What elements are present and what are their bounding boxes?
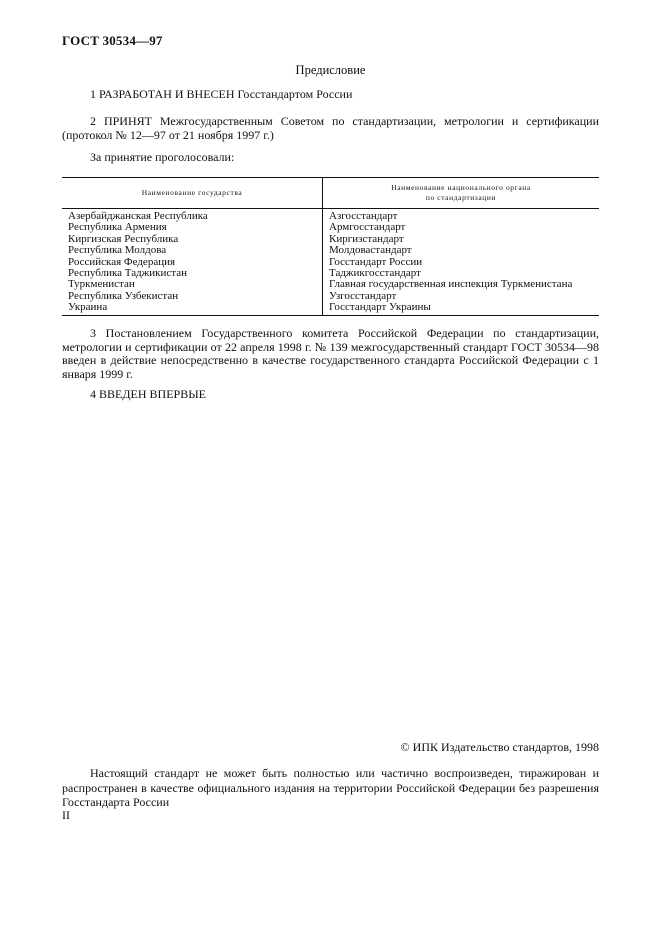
table-row (62, 245, 599, 256)
paragraph-text: 4 ВВЕДЕН ВПЕРВЫЕ (90, 387, 206, 401)
cell-standards-body: Госстандарт России (329, 255, 423, 268)
voting-table (62, 177, 599, 316)
paragraph-text: 1 РАЗРАБОТАН И ВНЕСЕН Госстандартом России (90, 87, 353, 101)
cell-state: Киргизская Республика (62, 234, 323, 245)
table-body (62, 209, 599, 316)
cell-state: Российская Федерация (62, 257, 323, 268)
cell-state: Республика Таджикистан (62, 268, 323, 279)
cell-standards-body: Главная государственная инспекция Туркменистана (329, 278, 573, 291)
reproduction-notice (62, 766, 599, 810)
cell-standards-body: Госстандарт Украины (323, 302, 600, 315)
cell-standards-body: Таджикгосстандарт (329, 267, 421, 280)
table-row (62, 302, 599, 315)
paragraph-enacted (62, 327, 599, 381)
section-title: Предисловие (295, 63, 366, 77)
table-header-row (62, 178, 599, 209)
page-number: II (62, 808, 70, 822)
column-header-state: Наименование государства (62, 178, 323, 209)
notice-text: Настоящий стандарт не может быть полностью или частично воспроизведен, тиражирован и распространен в качестве официального издания на территории Российской Федерации без разрешения Госстандарта России (62, 766, 599, 809)
cell-standards-body: Азгосстандарт (329, 210, 398, 222)
copyright-line: © ИПК Издательство стандартов, 1998 (400, 740, 599, 754)
cell-state: Туркменистан (62, 279, 323, 290)
paragraph-developed (62, 88, 599, 102)
column-header-line: Наименование национального органа (391, 183, 531, 192)
cell-state: Республика Армения (62, 222, 323, 233)
cell-state: Украина (62, 302, 323, 315)
cell-standards-body: Киргизстандарт (329, 232, 404, 245)
cell-state: Республика Молдова (62, 245, 323, 256)
paragraph-text: 2 ПРИНЯТ Межгосударственным Советом по стандартизации, метрологии и сертификации (протокол № 12—97 от 21 ноября 1997 г.) (62, 114, 599, 142)
cell-state: Азербайджанская Республика (62, 209, 323, 223)
cell-standards-body: Узгосстандарт (329, 289, 397, 302)
paragraph-voted (62, 151, 599, 165)
paragraph-text: 3 Постановлением Государственного комитета Российской Федерации по стандартизации, метрологии и сертификации от 22 апреля 1998 г. № 139 межгосударственный стандарт ГОСТ 30534—98 введен в действие непосредственно в качестве государственного стандарта Российской Федерации с 1 января 1999 г. (62, 326, 599, 381)
column-header-body (323, 178, 600, 209)
table-row (62, 209, 599, 223)
cell-standards-body: Армгосстандарт (329, 221, 406, 234)
paragraph-introduced (62, 388, 599, 402)
paragraph-text: За принятие проголосовали: (90, 150, 235, 164)
column-header-line: по стандартизации (425, 193, 497, 202)
cell-state: Республика Узбекистан (62, 291, 323, 302)
cell-standards-body: Молдовастандарт (329, 244, 412, 257)
standard-code-header: ГОСТ 30534—97 (62, 33, 163, 48)
paragraph-adopted (62, 115, 599, 142)
